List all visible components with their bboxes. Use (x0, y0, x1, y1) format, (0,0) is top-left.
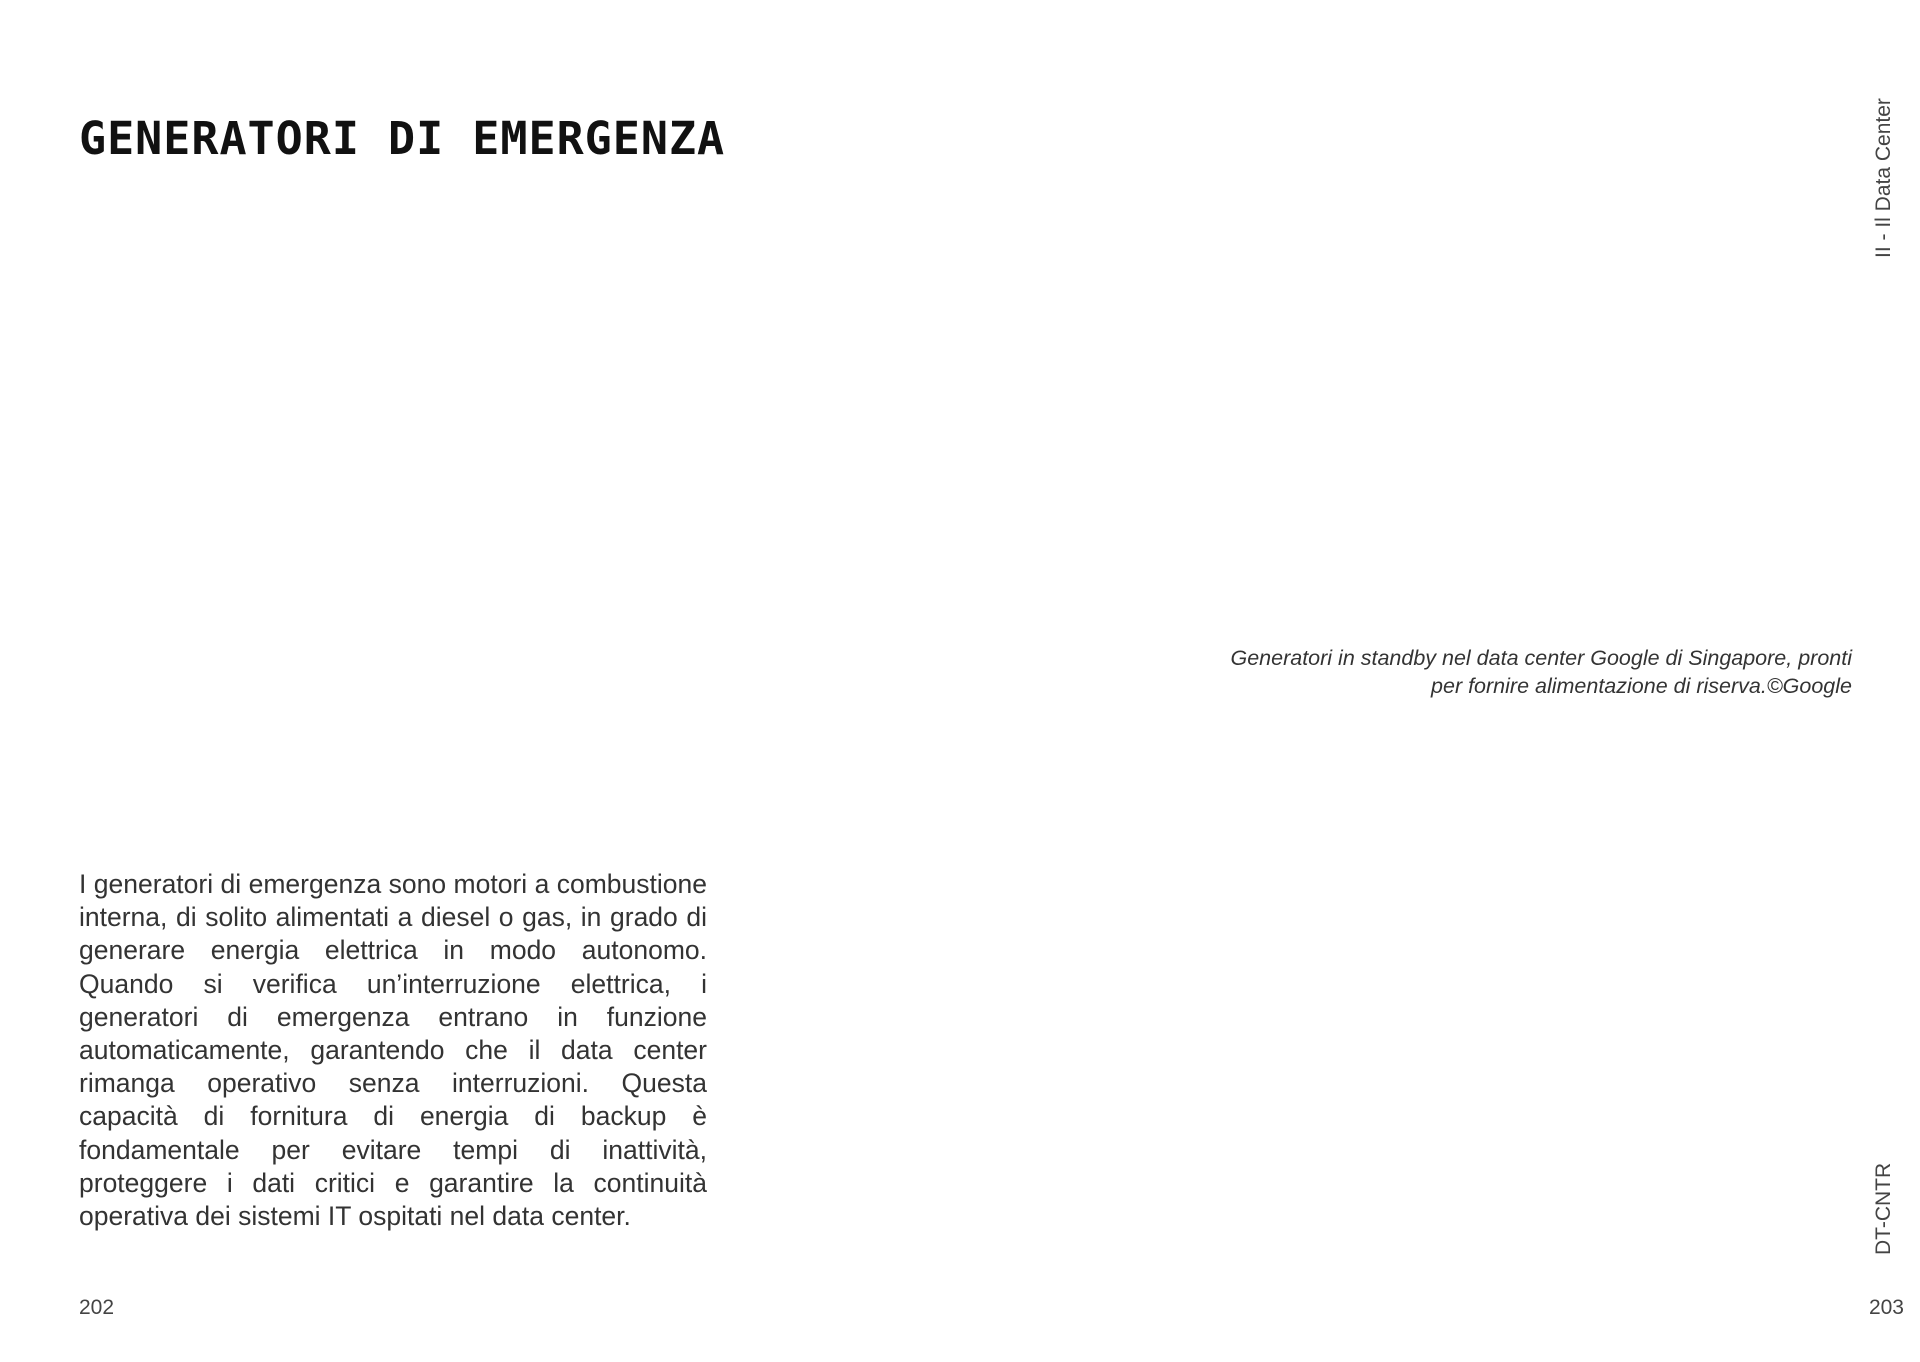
page-number-right: 203 (1868, 1296, 1904, 1319)
body-paragraph: I generatori di emergenza sono motori a combustione interna, di solito alimentati a diesel o gas, in grado di generare energia elettrica in modo autonomo. Quando si verifica un’interruzione elettrica, i generatori di emergenza entrano in funzione automaticamente, garantendo che il data center rimanga operativo senza interruzioni. Questa capacità di fornitura di energia di backup è fondamentale per evitare tempi di inattività, proteggere i dati critici e garantire la continuità operativa dei sistemi IT ospitati nel data center. (79, 869, 707, 1232)
section-label: II - Il Data Center (1872, 98, 1895, 258)
right-page (960, 0, 1920, 1362)
caption-line-2: per fornire alimentazione di riserva.©Google (1431, 674, 1852, 698)
page-number-left: 202 (79, 1296, 115, 1319)
page-title: GENERATORI DI EMERGENZA (79, 112, 726, 165)
side-code-label: DT-CNTR (1872, 1162, 1895, 1255)
caption-line-1: Generatori in standby nel data center Google di Singapore, pronti (1230, 646, 1852, 670)
photo-caption (1132, 644, 1852, 700)
